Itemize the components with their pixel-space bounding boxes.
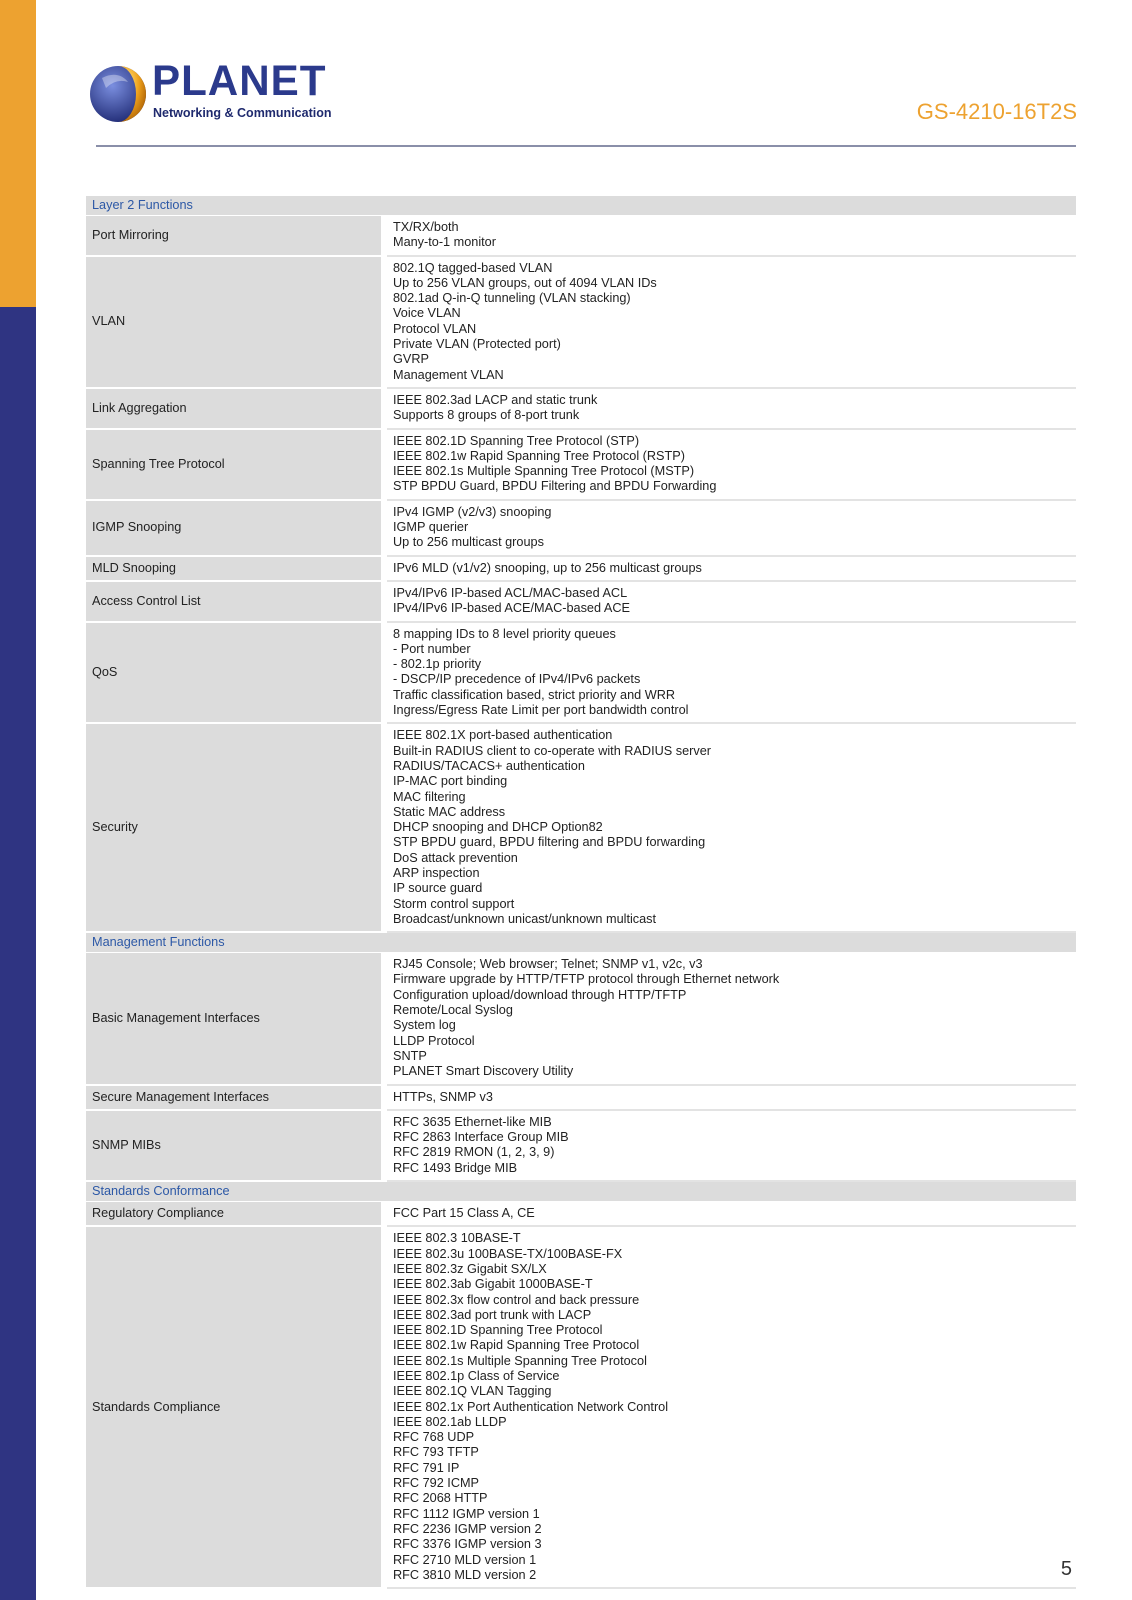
spec-value: 8 mapping IDs to 8 level priority queues - Port number - 802.1p priority - DSCP/IP precedence of IPv4/IPv6 packets Traffic classification based, strict priority and WRR Ingress/Egress Rate Limit per port bandwidth control: [387, 623, 1076, 725]
spec-value: IPv4/IPv6 IP-based ACL/MAC-based ACL IPv4/IPv6 IP-based ACE/MAC-based ACE: [387, 582, 1076, 623]
spec-label: Spanning Tree Protocol: [86, 430, 381, 501]
spec-row-stp: [86, 430, 1076, 501]
spec-row-standards: [86, 1227, 1076, 1589]
logo-wordmark: PLANET: [152, 57, 327, 105]
spec-row-link-aggregation: [86, 389, 1076, 430]
spec-label: Port Mirroring: [86, 216, 381, 257]
header-divider: [96, 145, 1076, 147]
spec-row-vlan: [86, 257, 1076, 389]
spec-label: MLD Snooping: [86, 557, 381, 582]
spec-row-security: [86, 724, 1076, 933]
spec-label: Link Aggregation: [86, 389, 381, 430]
spec-label: Secure Management Interfaces: [86, 1086, 381, 1111]
side-bar-navy: [0, 307, 36, 1600]
spec-row-acl: [86, 582, 1076, 623]
spec-label: Security: [86, 724, 381, 933]
section-header-layer2: [86, 196, 1076, 216]
spec-value: IEEE 802.1D Spanning Tree Protocol (STP) IEEE 802.1w Rapid Spanning Tree Protocol (RSTP) IEEE 802.1s Multiple Spanning Tree Protocol (MSTP) STP BPDU Guard, BPDU Filtering and BPDU Forwarding: [387, 430, 1076, 501]
spec-label: Access Control List: [86, 582, 381, 623]
spec-label: QoS: [86, 623, 381, 725]
spec-value: HTTPs, SNMP v3: [387, 1086, 1076, 1111]
side-bar-orange: [0, 0, 36, 307]
spec-value: FCC Part 15 Class A, CE: [387, 1202, 1076, 1227]
spec-table: [86, 196, 1076, 1589]
spec-value: RJ45 Console; Web browser; Telnet; SNMP v1, v2c, v3 Firmware upgrade by HTTP/TFTP protocol through Ethernet network Configuration upload/download through HTTP/TFTP Remote/Local Syslog System log LLDP Protocol SNTP PLANET Smart Discovery Utility: [387, 953, 1076, 1085]
spec-value: IEEE 802.1X port-based authentication Built-in RADIUS client to co-operate with RADIUS server RADIUS/TACACS+ authentication IP-MAC port binding MAC filtering Static MAC address DHCP snooping and DHCP Option82 STP BPDU guard, BPDU filtering and BPDU forwarding DoS attack prevention ARP inspection IP source guard Storm control support Broadcast/unknown unicast/unknown multicast: [387, 724, 1076, 933]
spec-label: Regulatory Compliance: [86, 1202, 381, 1227]
spec-row-regulatory: [86, 1202, 1076, 1227]
spec-row-igmp: [86, 501, 1076, 557]
planet-logo: [88, 57, 332, 128]
spec-label: Basic Management Interfaces: [86, 953, 381, 1085]
spec-value: 802.1Q tagged-based VLAN Up to 256 VLAN groups, out of 4094 VLAN IDs 802.1ad Q-in-Q tunneling (VLAN stacking) Voice VLAN Protocol VLAN Private VLAN (Protected port) GVRP Management VLAN: [387, 257, 1076, 389]
spec-row-qos: [86, 623, 1076, 725]
logo-tagline: Networking & Communication: [153, 106, 332, 120]
spec-row-basic-mgmt: [86, 953, 1076, 1085]
section-title: Standards Conformance: [86, 1182, 1076, 1202]
globe-icon: [88, 64, 148, 124]
spec-value: IPv4 IGMP (v2/v3) snooping IGMP querier Up to 256 multicast groups: [387, 501, 1076, 557]
section-header-management: [86, 933, 1076, 953]
spec-row-secure-mgmt: [86, 1086, 1076, 1111]
section-title: Management Functions: [86, 933, 1076, 953]
spec-label: VLAN: [86, 257, 381, 389]
spec-label: IGMP Snooping: [86, 501, 381, 557]
section-title: Layer 2 Functions: [86, 196, 1076, 216]
spec-value: IEEE 802.3ad LACP and static trunk Supports 8 groups of 8-port trunk: [387, 389, 1076, 430]
spec-row-port-mirroring: [86, 216, 1076, 257]
spec-value: TX/RX/both Many-to-1 monitor: [387, 216, 1076, 257]
section-header-standards: [86, 1182, 1076, 1202]
spec-label: SNMP MIBs: [86, 1111, 381, 1182]
spec-value: RFC 3635 Ethernet-like MIB RFC 2863 Interface Group MIB RFC 2819 RMON (1, 2, 3, 9) RFC 1493 Bridge MIB: [387, 1111, 1076, 1182]
spec-row-snmp-mibs: [86, 1111, 1076, 1182]
page-number: 5: [1060, 1558, 1072, 1580]
spec-value: IPv6 MLD (v1/v2) snooping, up to 256 multicast groups: [387, 557, 1076, 582]
model-number: GS-4210-16T2S: [916, 99, 1077, 124]
spec-row-mld: [86, 557, 1076, 582]
spec-value: IEEE 802.3 10BASE-T IEEE 802.3u 100BASE-TX/100BASE-FX IEEE 802.3z Gigabit SX/LX IEEE 802.3ab Gigabit 1000BASE-T IEEE 802.3x flow control and back pressure IEEE 802.3ad port trunk with LACP IEEE 802.1D Spanning Tree Protocol IEEE 802.1w Rapid Spanning Tree Protocol IEEE 802.1s Multiple Spanning Tree Protocol IEEE 802.1p Class of Service IEEE 802.1Q VLAN Tagging IEEE 802.1x Port Authentication Network Control IEEE 802.1ab LLDP RFC 768 UDP RFC 793 TFTP RFC 791 IP RFC 792 ICMP RFC 2068 HTTP RFC 1112 IGMP version 1 RFC 2236 IGMP version 2 RFC 3376 IGMP version 3 RFC 2710 MLD version 1 RFC 3810 MLD version 2: [387, 1227, 1076, 1589]
spec-label: Standards Compliance: [86, 1227, 381, 1589]
